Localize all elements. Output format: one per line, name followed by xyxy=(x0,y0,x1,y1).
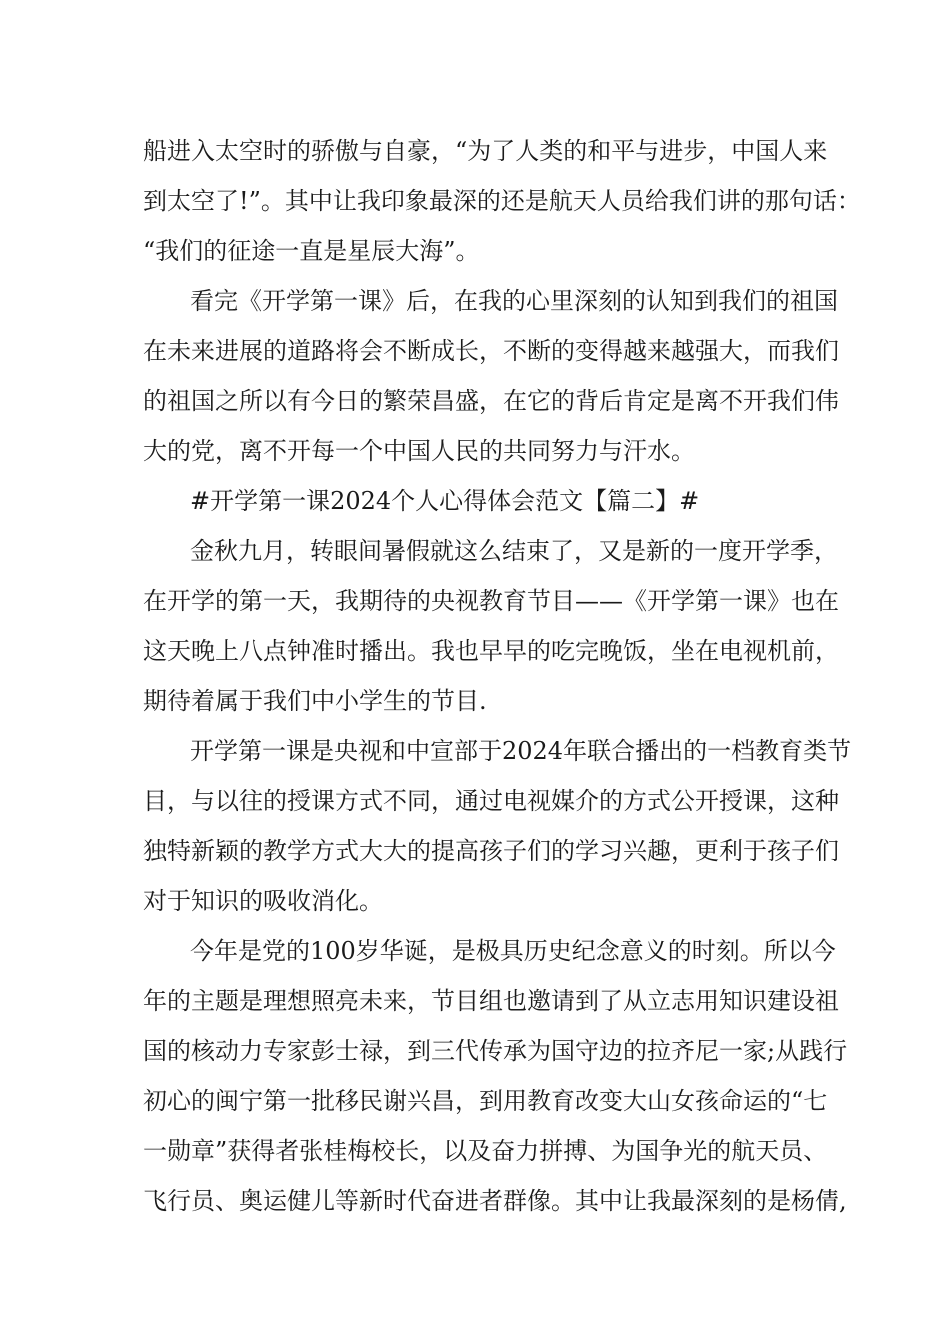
paragraph-line xyxy=(0,281,950,321)
line-text: 初心的闽宁第一批移民谢兴昌，到用教育改变大山女孩命运的“七 xyxy=(143,1087,828,1115)
line-text: 期待着属于我们中小学生的节目. xyxy=(143,687,487,715)
line-text: 独特新颖的教学方式大大的提高孩子们的学习兴趣，更利于孩子们 xyxy=(143,837,839,865)
paragraph-line xyxy=(0,581,950,621)
line-text: 开学第一课是央视和中宣部于2024年联合播出的一档教育类节 xyxy=(190,737,852,765)
paragraph-line xyxy=(0,981,950,1021)
line-text: 看完《开学第一课》后，在我的心里深刻的认知到我们的祖国 xyxy=(190,287,838,315)
line-text: 今年是党的100岁华诞，是极具历史纪念意义的时刻。所以今 xyxy=(190,937,836,965)
line-text: 大的党，离不开每一个中国人民的共同努力与汗水。 xyxy=(143,437,695,465)
line-text: 在未来进展的道路将会不断成长，不断的变得越来越强大，而我们 xyxy=(143,337,839,365)
line-text: 对于知识的吸收消化。 xyxy=(143,887,383,915)
line-text: 的祖国之所以有今日的繁荣昌盛，在它的背后肯定是离不开我们伟 xyxy=(143,387,839,415)
paragraph-line xyxy=(0,731,950,771)
line-text: 国的核动力专家彭士禄，到三代传承为国守边的拉齐尼一家;从践行 xyxy=(143,1037,848,1065)
paragraph-line xyxy=(0,1081,950,1121)
line-text: 到太空了!”。其中让我印象最深的还是航天人员给我们讲的那句话： xyxy=(143,187,861,215)
paragraph-line xyxy=(0,431,950,471)
paragraph-line xyxy=(0,1031,950,1071)
line-text: 目，与以往的授课方式不同，通过电视媒介的方式公开授课，这种 xyxy=(143,787,839,815)
paragraph-line xyxy=(0,1181,950,1221)
paragraph-line xyxy=(0,781,950,821)
line-text: “我们的征途一直是星辰大海”。 xyxy=(143,237,480,265)
line-text: 船进入太空时的骄傲与自豪，“为了人类的和平与进步，中国人来 xyxy=(143,137,828,165)
paragraph-line xyxy=(0,881,950,921)
paragraph-line xyxy=(0,231,950,271)
line-text: 金秋九月，转眼间暑假就这么结束了，又是新的一度开学季， xyxy=(190,537,838,565)
paragraph-line xyxy=(0,831,950,871)
paragraph-line xyxy=(0,1131,950,1171)
line-text: 在开学的第一天，我期待的央视教育节目——《开学第一课》也在 xyxy=(143,587,839,615)
heading-text: #开学第一课2024个人心得体会范文【篇二】# xyxy=(190,487,700,515)
paragraph-line xyxy=(0,331,950,371)
paragraph-line xyxy=(0,381,950,421)
paragraph-line xyxy=(0,181,950,221)
paragraph-line xyxy=(0,531,950,571)
section-heading xyxy=(0,481,950,521)
line-text: 飞行员、奥运健儿等新时代奋进者群像。其中让我最深刻的是杨倩, xyxy=(143,1187,847,1215)
line-text: 年的主题是理想照亮未来，节目组也邀请到了从立志用知识建设祖 xyxy=(143,987,839,1015)
paragraph-line xyxy=(0,931,950,971)
paragraph-line xyxy=(0,631,950,671)
paragraph-line xyxy=(0,131,950,171)
line-text: 这天晚上八点钟准时播出。我也早早的吃完晚饭，坐在电视机前， xyxy=(143,637,839,665)
line-text: 一勋章”获得者张桂梅校长，以及奋力拼搏、为国争光的航天员、 xyxy=(143,1137,828,1165)
paragraph-line xyxy=(0,681,950,721)
